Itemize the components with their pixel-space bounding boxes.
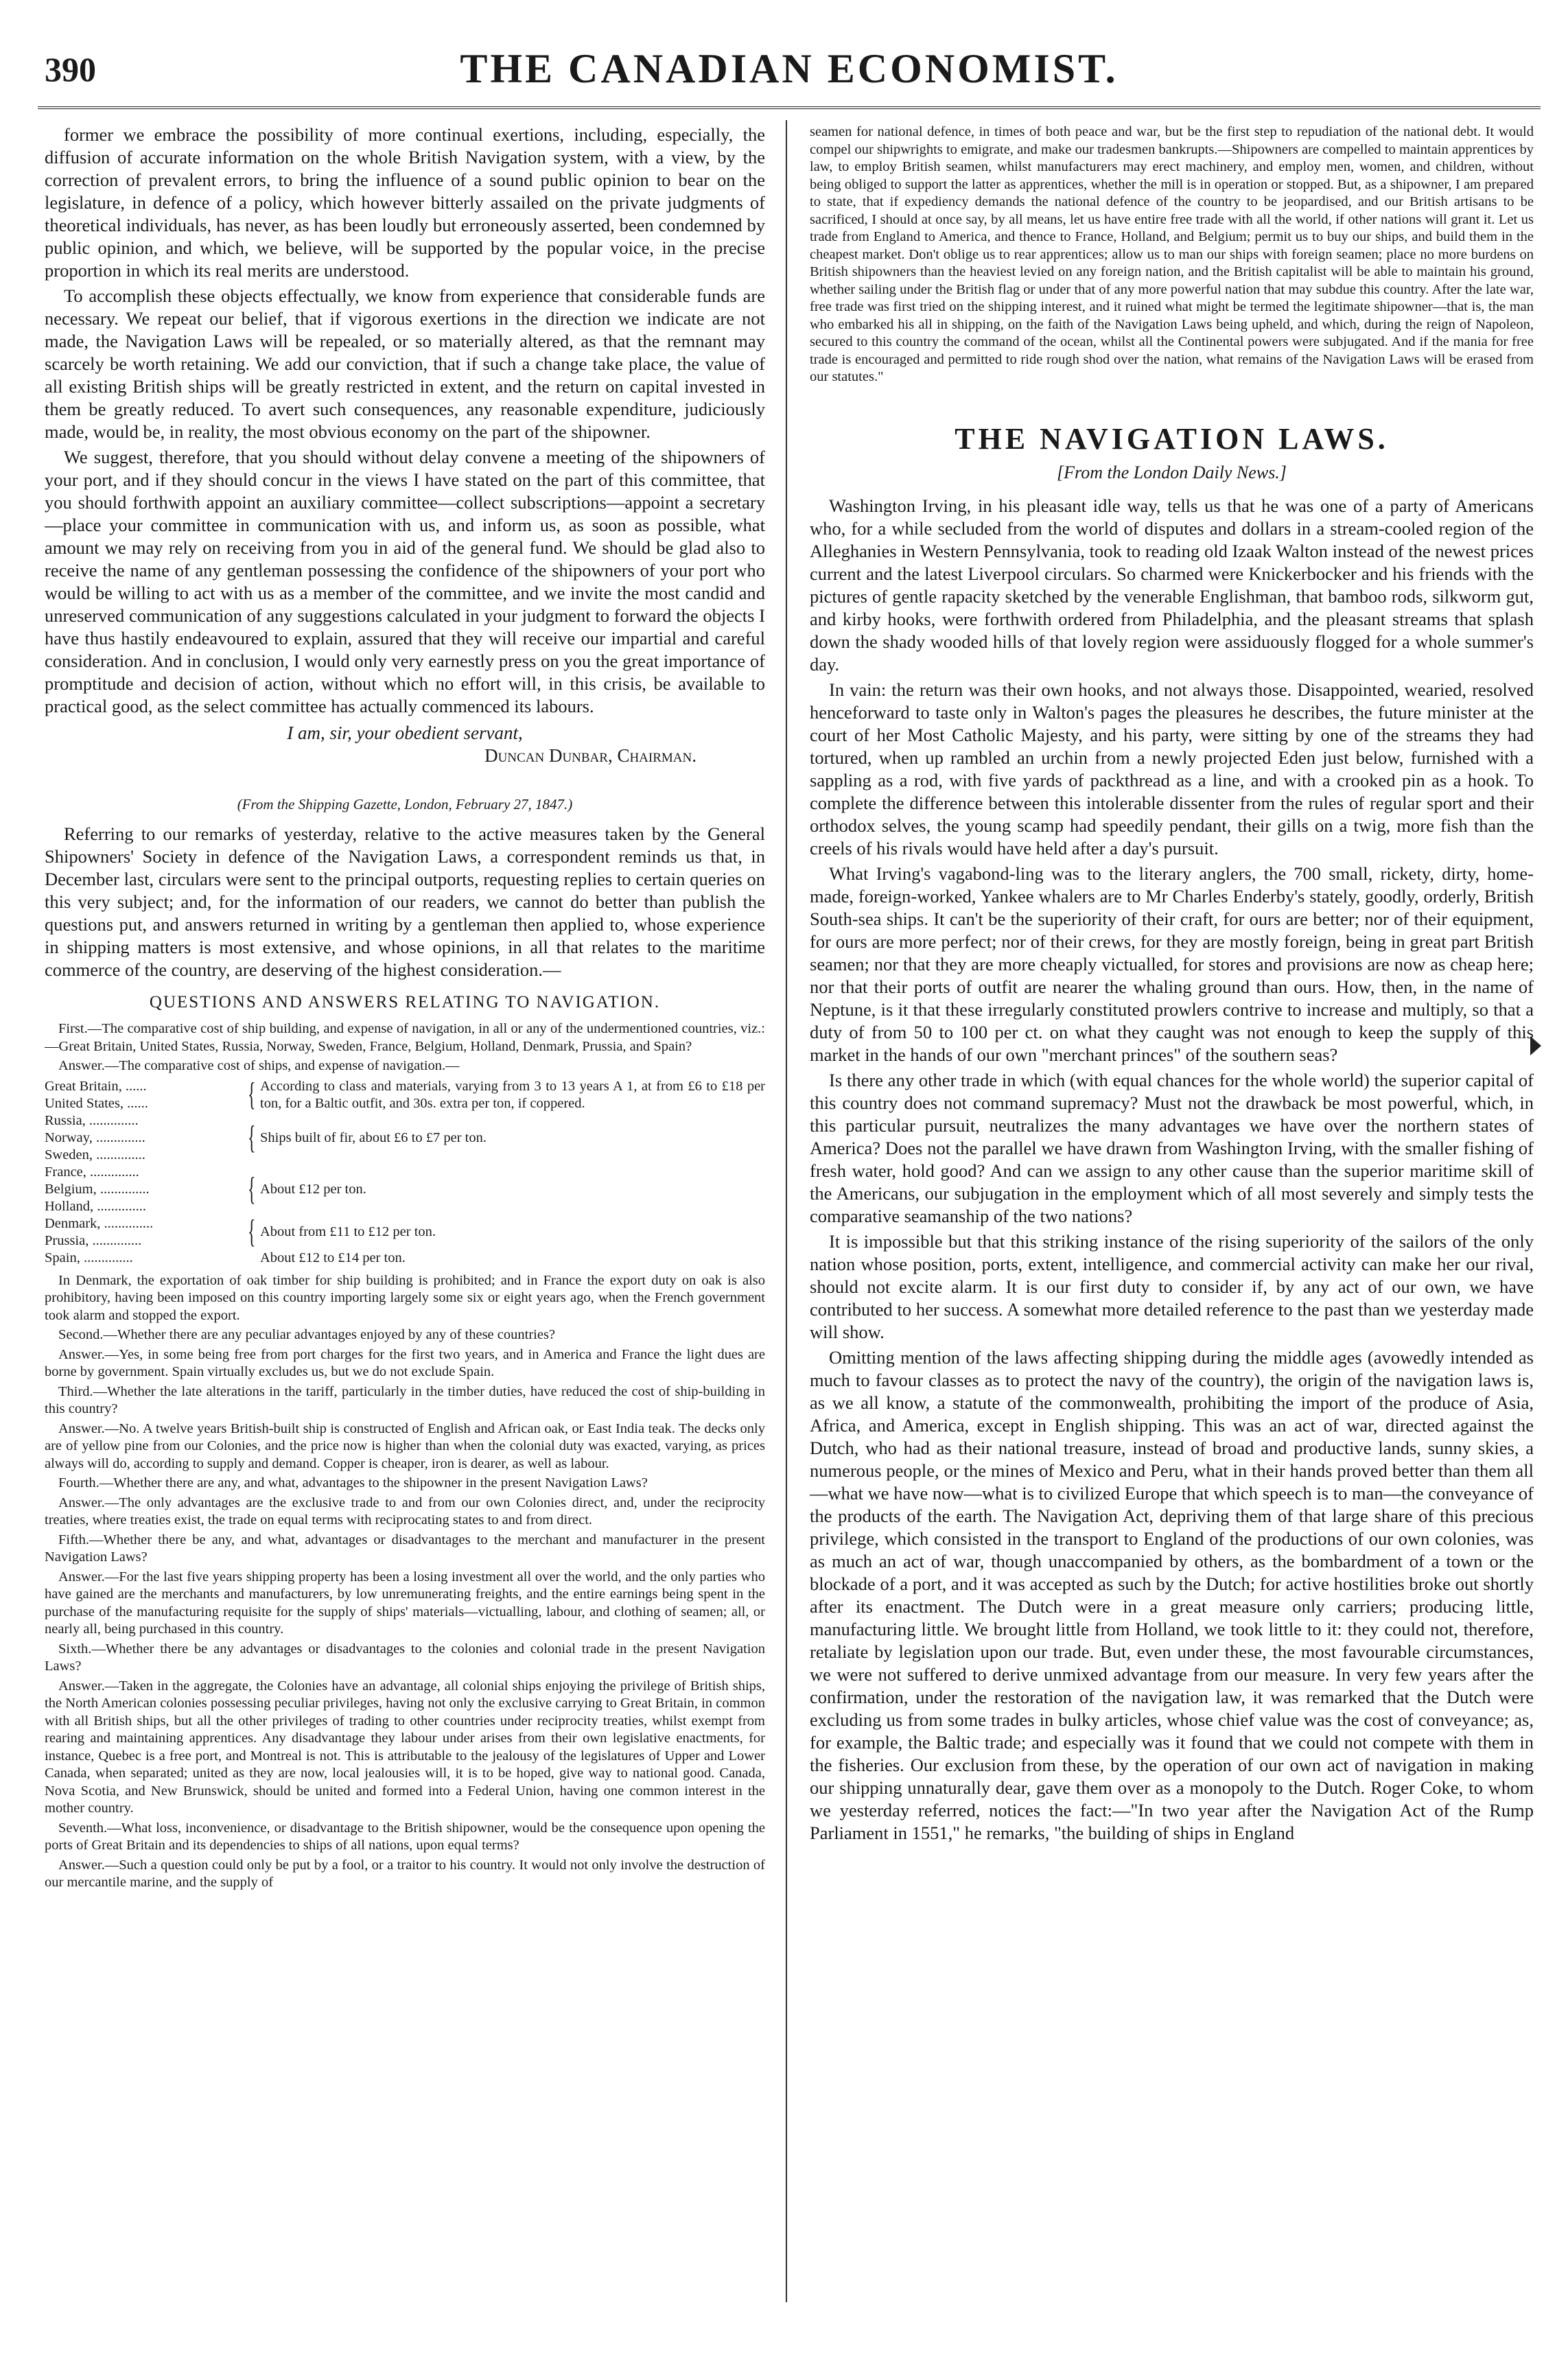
answer: Answer.—Taken in the aggregate, the Colonies have an advantage, all colonial ships enjoying the privilege of British ships, the North American colonies possessing peculiar privileges, having not only the exclusive carrying to Great Britain, in common with all British ships, but all the other privileges of trading to other countries under reciprocity treaties, whilst exempt from rearing and maintaining apprentices. Any disadvantage they labour under arises from their own legislative enactments, for instance, Quebec is a free port, and Montreal is not. This is attributable to the jealousy of the legislatures of Upper and Lower Canada, when separated; united as they are now, local jealousies will, it is to be hoped, give way to national good. Canada, Nova Scotia, and New Brunswick, should be united and formed into a Federal Union, having one common interest in the mother country. (45, 1678, 765, 1816)
question: Seventh.—What loss, inconvenience, or disadvantage to the British shipowner, would be the consequence upon opening the ports of Great Britain and its dependencies to ships of all nations, upon equal terms? (45, 1820, 765, 1853)
answer: Answer.—Yes, in some being free from port charges for the first two years, and in America and France the light dues are borne by government. Spain virtually excludes us, but we do not exclude Spain. (45, 1346, 765, 1379)
newspaper-page (38, 34, 1541, 2330)
table-cell-value: Ships built of fir, about £6 to £7 per ton. (260, 1130, 487, 1145)
note: In Denmark, the exportation of oak timber for ship building is prohibited; and in France the export duty on oak is also prohibitory, having been imposed on this country importing largely some six or eight years ago, when the French government took alarm and stopped the export. (45, 1272, 765, 1323)
page-number: 390 (45, 50, 96, 89)
paragraph: Is there any other trade in which (with equal chances for the whole world) the superior capital of this country does not command supremacy? Must not the drawback be most powerful, which, in this particular pursuit, neutralizes the many advantages we have over the northern states of America? Does not the parallel we have drawn from Washington Irving, with the smaller fishing of fresh water, hold good? And can we assign to any other cause than the superior maritime skill of the Americans, our subjugation in the employment which of all most severely and simply tests the comparative seamanship of the two nations? (810, 1069, 1534, 1226)
table-cell-value: According to class and materials, varying from 3 to 13 years A 1, at from £6 to £18 per ton, for a Baltic outfit, and 30s. extra per ton, if coppered. (260, 1078, 765, 1111)
running-title: THE CANADIAN ECONOMIST. (460, 46, 1119, 91)
table-cell-countries: France, .............. Belgium, .............. Holland, .............. (45, 1164, 150, 1214)
paragraph: Referring to our remarks of yesterday, relative to the active measures taken by the General Shipowners' Society in defence of the Navigation Laws, a correspondent reminds us that, in December last, circulars were sent to the principal outports, requesting replies to certain queries on this very subject; and, for the information of our readers, we cannot do better than publish the questions put, and answers returned in writing by a gentleman then applied to, whose experience in shipping matters is most extensive, and whose opinions, in all that relates to the maritime commerce of the country, are deserving of the highest consideration.— (45, 823, 765, 980)
table-cell-value: About £12 to £14 per ton. (260, 1250, 406, 1265)
section-heading: QUESTIONS AND ANSWERS RELATING TO NAVIGATION. (149, 993, 661, 1011)
table-cell-value: About £12 per ton. (260, 1181, 366, 1197)
table-cell-countries: Great Britain, ...... United States, ...... (45, 1078, 148, 1111)
table-row (45, 1078, 765, 1112)
cost-table (45, 1078, 765, 1267)
question: First.—The comparative cost of ship building, and expense of navigation, in all or any of the undermentioned countries, viz.:—Great Britain, United States, Russia, Norway, Sweden, France, Belgium, Holland, Denmark, Prussia, and Spain? (45, 1021, 765, 1054)
brace-icon: { (248, 1076, 256, 1113)
brace-spacer (248, 1250, 256, 1267)
table-cell-countries: Russia, .............. Norway, .............. Sweden, .............. (45, 1112, 145, 1162)
question: Second.—Whether there are any peculiar advantages enjoyed by any of these countries? (58, 1327, 556, 1342)
page-header (38, 34, 1541, 109)
table-cell-countries: Spain, .............. (45, 1250, 133, 1265)
answer: Answer.—The only advantages are the exclusive trade to and from our own Colonies direct, and, under the reciprocity treaties, where treaties exist, the trade on equal terms with reciprocating states to and from direct. (45, 1495, 765, 1528)
paragraph: It is impossible but that this striking instance of the rising superiority of the sailors of the only nation whose position, ports, extent, intelligence, and commercial activity can make her our rival, should not excite alarm. It is our first duty to consider if, by any act of our own, we have contributed to her success. A somewhat more detailed reference to the past than we yesterday made will show. (810, 1230, 1534, 1342)
question: Fifth.—Whether there be any, and what, advantages or disadvantages to the merchant and manufacturer in the present Navigation Laws? (45, 1532, 765, 1565)
paragraph: To accomplish these objects effectually, we know from experience that considerable funds are necessary. We repeat our belief, that if vigorous exertions in the direction we indicate are not made, the Navigation Laws will be repealed, or so materially altered, as that the remnant may scarcely be worth retaining. We add our conviction, that if such a change take place, the value of all existing British ships will be greatly restricted in extent, and the return on capital invested in them be greatly reduced. To avert such consequences, any reasonable expenditure, judiciously made, would be, in reality, the most obvious economy on the part of the shipowner. (45, 285, 765, 442)
table-cell-value: About from £11 to £12 per ton. (260, 1224, 436, 1239)
paragraph: What Irving's vagabond-ling was to the literary anglers, the 700 small, rickety, dirty, home-made, foreign-worked, Yankee whalers are to Mr Charles Enderby's stately, goodly, orderly, British South-sea ships. It can't be the superiority of their craft, for ours are better; nor of their equipment, for ours are more perfect; nor of their crews, for they are mostly foreign, being in great part British seamen; nor that they are more cheaply victualled, for stores and provisions are now as cheap here; nor that their ports of outfit are nearer the whaling ground than ours. How, then, in the name of Neptune, is it that these irregularly constituted prowlers contrive to increase and multiply, so that a duty of from 50 to 100 per ct. on what they caught was not enough to keep the supply of this market in the hands of our own "merchant princes" of the southern seas? (810, 863, 1534, 1065)
letter-closing: I am, sir, your obedient servant, (287, 723, 523, 743)
left-column (45, 124, 765, 2285)
table-row (45, 1164, 765, 1215)
paragraph: Washington Irving, in his pleasant idle way, tells us that he was one of a party of Americans who, for a while secluded from the world of disputes and dollars in a stream-cooled region of the Alleghanies in Western Pennsylvania, took to reading old Izaak Walton instead of the newest prices current and the latest Liverpool circulars. So charmed were Knickerbocker and his friends with the pictures of gentle rapacity sketched by the venerable Englishman, that bamboo rods, silkworm gut, and kirby hooks, were forthwith ordered from Philadelphia, and the pleasant streams that splash down the shady wooded hills of that lovely region were assiduously flogged for a whole summer's day. (810, 495, 1534, 675)
column-divider (786, 120, 787, 2302)
source-citation: (From the Shipping Gazette, London, February 27, 1847.) (237, 796, 573, 812)
continued-answer: seamen for national defence, in times of both peace and war, but be the first step to repudiation of the national debt. It would compel our shipwrights to emigrate, and make our tradesmen bankrupts.—Shipowners are compelled to maintain apprentices by law, to employ British seamen, whilst manufacturers may erect machinery, and employ men, women, and children, without being obliged to support the latter as apprentices, whether the mill is in operation or stopped. But, as a shipowner, I am prepared to state, that if expediency demands the national defence of the country to be jeopardised, and our British artisans to be sacrificed, I should at once say, by all means, let us have entire free trade with all the world, if other nations will grant it. Let us trade from England to America, and thence to France, Holland, and Belgium; permit us to buy our ships, and build them in the cheapest market. Don't oblige us to rear apprentices; allow us to man our ships with foreign seamen; place no more burdens on British shipowners than the heaviest levied on any foreign nation, and the British capitalist will be able to maintain his ground, whether sailing under the British flag or under that of any more powerful nation that may subdue this country. After the late war, free trade was first tried on the shipping interest, and it ruined what might be termed the legitimate shipowner—that is, the man who embarked his all in shipping, on the faith of the Navigation Laws being upheld, and which, during the reign of Napoleon, secured to this country the command of the ocean, whilst all the Continental powers were subjugated. And if the mania for free trade is encouraged and permitted to ride rough shod over the nation, what remains of the Navigation Laws will be erased from our statutes." (810, 124, 1534, 384)
paragraph: former we embrace the possibility of more continual exertions, including, especially, the diffusion of accurate information on the whole British Navigation system, with a view, by the correction of prevalent errors, to bring the influence of a sound public opinion to bear on the legislature, in defence of a policy, which however bitterly assailed on the private judgments of theoretical individuals, has never, as has been loudly but erroneously asserted, been condemned by public opinion, and which, we believe, will be supported by the popular voice, in the precise proportion in which its real merits are understood. (45, 124, 765, 281)
table-cell-countries: Denmark, .............. Prussia, .............. (45, 1215, 154, 1248)
brace-icon: { (248, 1170, 256, 1207)
article-heading: THE NAVIGATION LAWS. (955, 421, 1389, 456)
answer: Answer.—No. A twelve years British-built ship is constructed of English and African oak, or East India teak. The decks only are of yellow pine from our Colonies, and the price now is higher than when the colonial duty was exacted, varying, as prices always will do, according to supply and demand. Copper is cheaper, iron is dearer, as well as labour. (45, 1420, 765, 1471)
right-column (810, 124, 1534, 2285)
table-row (45, 1215, 765, 1250)
question: Sixth.—Whether there be any advantages or disadvantages to the colonies and colonial trade in the present Navigation Laws? (45, 1641, 765, 1674)
answer: Answer.—The comparative cost of ships, and expense of navigation.— (58, 1058, 460, 1073)
paragraph: In vain: the return was their own hooks, and not always those. Disappointed, wearied, resolved henceforward to taste only in Walton's pages the pleasures he describes, the future minister at the court of her Most Catholic Majesty, and his party, were sitting by one of the streams they had tortured, when up rambled an urchin from a newly projected Eden just below, furnished with a sappling as a rod, with five yards of packthread as a line, and with a crooked pin as a hook. To complete the difference between this intolerable dissenter from the rules of regular sport and their orthodox selves, the young scamp had speedily pendant, their gills on a twig, more fish than the creels of his rivals would have held after a day's pursuit. (810, 679, 1534, 858)
answer: Answer.—For the last five years shipping property has been a losing investment all over the world, and the only parties who have gained are the merchants and manufacturers, by low unremunerating freights, and the entire earnings being spent in the purchase of the manufacturing requisite for the supply of ships' materials—victualling, labour, and clothing of seamen; all, or nearly all, being purchased in this country. (45, 1569, 765, 1637)
table-row (45, 1112, 765, 1164)
question: Third.—Whether the late alterations in the tariff, particularly in the timber duties, have reduced the cost of ship-building in this country? (45, 1383, 765, 1416)
brace-icon: { (248, 1213, 256, 1250)
letter-signature: Duncan Dunbar, Chairman. (484, 745, 697, 766)
paragraph: Omitting mention of the laws affecting shipping during the middle ages (avowedly intended as much to favour classes as to protect the navy of the country), the origin of the navigation laws is, as we all know, a statute of the commonwealth, prohibiting the import of the produce of Asia, Africa, and America, except in English shipping. This was an act of war, directed against the Dutch, who had as their national treasure, instead of broad and productive lands, sunny skies, a numerous people, or the mines of Mexico and Peru, what in their hands proved better than them all—what we have now—what is to civilized Europe that which speech is to man—the conveyance of the products of the earth. The Navigation Act, depriving them of that large share of this precious privilege, which consisted in the transport to England of the productions of our own colonies, was as much an act of war, though unaccompanied by others, as the bombardment of a town or the blockade of a port, and it was accepted as such by the Dutch; for active hostilities broke out shortly after its enactment. The Dutch were in a great measure only carriers; producing little, manufacturing little. We brought little from Holland, we took little to it: they could not, therefore, retaliate by legislation upon our trade. But, even under these, the most favourable circumstances, we were not suffered to derive unmixed advantage from our measure. In very few years after the confirmation, under the restoration of the navigation law, it was remarked that the Dutch were excluding us from some trades in bulky articles, whose chief value was the cost of conveyance; as, for example, the Baltic trade; and especially was it found that we could not compete with them in the fisheries. Our exclusion from these, by the operation of our own act of navigation in making our shipping unnaturally dear, gave them over as a monopoly to the Dutch. Roger Coke, to whom we yesterday referred, notices the fact:—"In two year after the Navigation Act of the Rump Parliament in 1551," he remarks, "the building of ships in England (810, 1346, 1534, 1843)
article-source: [From the London Daily News.] (1057, 462, 1287, 482)
answer: Answer.—Such a question could only be put by a fool, or a traitor to his country. It would not only involve the destruction of our mercantile marine, and the supply of (45, 1857, 765, 1890)
paragraph: We suggest, therefore, that you should without delay convene a meeting of the shipowners of your port, and if they should concur in the views I have stated on the part of this committee, that you should forthwith appoint an auxiliary committee—collect subscriptions—appoint a secretary—place your committee in communication with us, and inform us, as soon as possible, what amount we may rely on receiving from you in aid of the general fund. We should be glad also to receive the name of any gentleman possessing the confidence of the shipowners of your port who would be willing to act with us as a member of the committee, and we invite the most candid and unreserved communication of any suggestions calculated in your judgment to forward the objects I have thus hastily endeavoured to explain, assured that they will receive our impartial and careful consideration. And in conclusion, I would only very earnestly press on you the great importance of promptitude and decision of action, without which no effort will, in this crisis, be available to practical good, as the select committee has actually commenced its labours. (45, 447, 765, 716)
brace-icon: { (248, 1119, 256, 1156)
question: Fourth.—Whether there are any, and what, advantages to the shipowner in the present Navigation Laws? (58, 1475, 648, 1490)
table-row (45, 1250, 765, 1267)
margin-arrow-icon (1530, 1036, 1541, 1055)
